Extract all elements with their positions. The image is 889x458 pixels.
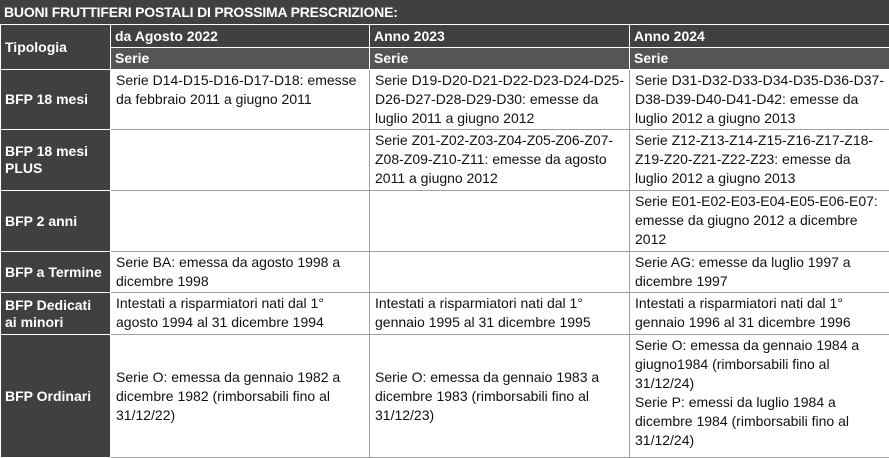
cell-bfpminori-2022: Intestati a risparmiatori nati dal 1° agosto 1994 al 31 dicembre 1994 xyxy=(111,293,370,335)
cell-bfpordinari-2024-serie-p: Serie P: emessi da luglio 1984 a dicembre 1984 (rimborsabili fino al 31/12/24) xyxy=(635,393,884,450)
row-label-bfp-18-mesi: BFP 18 mesi xyxy=(1,70,111,130)
table-row xyxy=(1,70,889,130)
row-label-bfp-2-anni: BFP 2 anni xyxy=(1,191,111,252)
header-col-anno-2024: Anno 2024 xyxy=(630,25,889,48)
cell-bfp18-2022: Serie D14-D15-D16-D17-D18: emesse da febbraio 2011 a giugno 2011 xyxy=(111,70,370,130)
subheader-serie-3: Serie xyxy=(630,48,889,70)
cell-bfp18plus-2022 xyxy=(111,130,370,191)
cell-bfp18plus-2024: Serie Z12-Z13-Z14-Z15-Z16-Z17-Z18-Z19-Z20-Z21-Z22-Z23: emesse da luglio 2012 a giugno 2013 xyxy=(630,130,889,191)
cell-bfpordinari-2024-serie-o: Serie O: emessa da gennaio 1984 a giugno1984 (rimborsabili fino al 31/12/24) xyxy=(635,336,884,393)
header-row xyxy=(1,25,889,48)
cell-bfpordinari-2024 xyxy=(630,335,889,458)
row-label-bfp-ordinari: BFP Ordinari xyxy=(1,335,111,458)
cell-bfpordinari-2022: Serie O: emessa da gennaio 1982 a dicembre 1982 (rimborsabili fino al 31/12/22) xyxy=(111,335,370,458)
row-label-bfp-dedicati-minori: BFP Dedicati ai minori xyxy=(1,293,111,335)
cell-bfp2anni-2023 xyxy=(370,191,630,252)
row-label-bfp-a-termine: BFP a Termine xyxy=(1,252,111,293)
cell-bfp18plus-2023: Serie Z01-Z02-Z03-Z04-Z05-Z06-Z07-Z08-Z09-Z10-Z11: emesse da agosto 2011 a giugno 2012 xyxy=(370,130,630,191)
header-col-agosto-2022: da Agosto 2022 xyxy=(111,25,370,48)
cell-bfp2anni-2024: Serie E01-E02-E03-E04-E05-E06-E07: emesse da giugno 2012 a dicembre 2012 xyxy=(630,191,889,252)
table-title: BUONI FRUTTIFERI POSTALI DI PROSSIMA PRESCRIZIONE: xyxy=(0,0,889,24)
subheader-serie-1: Serie xyxy=(111,48,370,70)
prescription-table xyxy=(0,24,889,458)
table-row xyxy=(1,130,889,191)
cell-bfp18-2023: Serie D19-D20-D21-D22-D23-D24-D25-D26-D27-D28-D29-D30: emesse da luglio 2011 a giugno 2012 xyxy=(370,70,630,130)
table-row xyxy=(1,293,889,335)
subheader-serie-2: Serie xyxy=(370,48,630,70)
row-label-bfp-18-mesi-plus: BFP 18 mesi PLUS xyxy=(1,130,111,191)
cell-bfpminori-2023: Intestati a risparmiatori nati dal 1° gennaio 1995 al 31 dicembre 1995 xyxy=(370,293,630,335)
subheader-row xyxy=(1,48,889,70)
cell-bfp18-2024: Serie D31-D32-D33-D34-D35-D36-D37-D38-D39-D40-D41-D42: emesse da luglio 2012 a giugno 2013 xyxy=(630,70,889,130)
cell-bfpordinari-2023: Serie O: emessa da gennaio 1983 a dicembre 1983 (rimborsabili fino al 31/12/23) xyxy=(370,335,630,458)
cell-bfptermine-2022: Serie BA: emessa da agosto 1998 a dicembre 1998 xyxy=(111,252,370,293)
table-row xyxy=(1,252,889,293)
header-col-anno-2023: Anno 2023 xyxy=(370,25,630,48)
table-row xyxy=(1,335,889,458)
cell-bfptermine-2023 xyxy=(370,252,630,293)
cell-bfpminori-2024: Intestati a risparmiatori nati dal 1° gennaio 1996 al 31 dicembre 1996 xyxy=(630,293,889,335)
header-tipologia: Tipologia xyxy=(1,25,111,70)
cell-bfptermine-2024: Serie AG: emesse da luglio 1997 a dicembre 1997 xyxy=(630,252,889,293)
table-row xyxy=(1,191,889,252)
cell-bfp2anni-2022 xyxy=(111,191,370,252)
